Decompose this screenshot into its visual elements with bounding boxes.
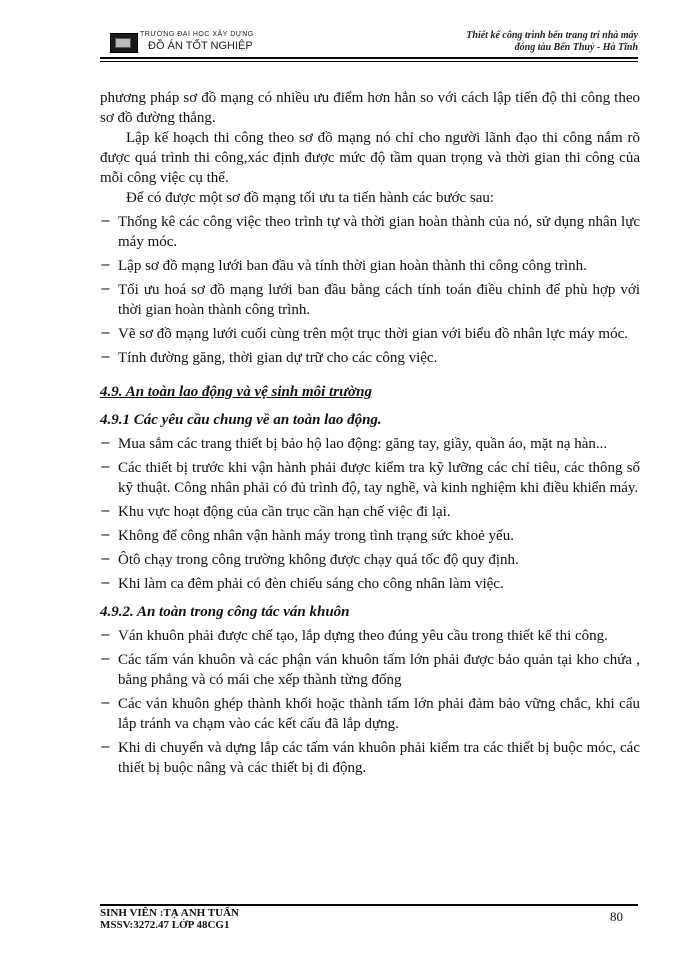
dash-bullet-icon: − (100, 696, 111, 711)
subsection-title-safety: 4.9.1 Các yêu cầu chung về an toàn lao động. (100, 412, 382, 428)
dash-bullet-icon: − (100, 504, 111, 519)
dash-bullet-icon: − (100, 552, 111, 567)
list-item: − Khi di chuyển và dựng lắp các tấm ván khuôn phải kiểm tra các thiết bị buộc móc, các thiết bị buộc nâng và các thiết bị di động. (100, 740, 640, 776)
paragraph-planning: Lập kế hoạch thi công theo sơ đồ mạng nó chỉ cho người lãnh đạo thi công nắm rõ được quá trình thi công,xác định được mức độ tầm quan trọng và thời gian thi công của mỗi công việc cụ thể. (100, 130, 640, 186)
list-item: − Các tấm ván khuôn và các phận ván khuôn tấm lớn phải được bảo quản tại kho chứa , bằng phẳng và có mái che xếp thành từng đống (100, 652, 640, 688)
paragraph-steps-intro: Để có được một sơ đồ mạng tối ưu ta tiến hành các bước sau: (126, 190, 495, 206)
student-id: MSSV:3272.47 LỚP 48CG1 (100, 919, 230, 931)
dash-bullet-icon: − (100, 214, 111, 229)
list-item: − Mua sắm các trang thiết bị bảo hộ lao động: găng tay, giầy, quần áo, mặt nạ hàn... (100, 436, 608, 452)
section-title: 4.9. An toàn lao động và vệ sinh môi trường (100, 384, 372, 400)
page-number: 80 (610, 909, 623, 924)
dash-bullet-icon: − (100, 628, 111, 643)
thesis-label: ĐỒ ÁN TỐT NGHIỆP (148, 40, 253, 52)
dash-bullet-icon: − (100, 740, 111, 755)
dash-bullet-icon: − (100, 350, 111, 365)
header-rule-thin (100, 61, 638, 62)
list-item: − Tối ưu hoá sơ đồ mạng lưới ban đầu bằng cách tính toán điều chỉnh để phù hợp với thời gian hoàn thành công trình. (100, 282, 640, 318)
list-item: − Tính đường găng, thời gian dự trữ cho các công việc. (100, 350, 438, 366)
list-item: − Khi làm ca đêm phải có đèn chiếu sáng cho công nhân làm việc. (100, 576, 504, 592)
subsection-title-formwork: 4.9.2. An toàn trong công tác ván khuôn (100, 604, 350, 620)
list-item: − Ván khuôn phải được chế tạo, lắp dựng theo đúng yêu cầu trong thiết kế thi công. (100, 628, 608, 644)
dash-bullet-icon: − (100, 576, 111, 591)
dash-bullet-icon: − (100, 282, 111, 297)
list-item: − Các ván khuôn ghép thành khối hoặc thành tấm lớn phải đảm bảo vững chắc, khi cẩu lắp tránh va chạm vào các kết cấu đã lắp dựng. (100, 696, 640, 732)
dash-bullet-icon: − (100, 652, 111, 667)
student-name: SINH VIÊN :TẠ ANH TUẤN (100, 907, 239, 919)
list-item: − Thống kê các công việc theo trình tự và thời gian hoàn thành của nó, sử dụng nhân lực máy móc. (100, 214, 640, 250)
page-header (100, 30, 638, 56)
list-item: − Không để công nhân vận hành máy trong tình trạng sức khoẻ yếu. (100, 528, 514, 544)
dash-bullet-icon: − (100, 460, 111, 475)
list-item: − Lập sơ đồ mạng lưới ban đầu và tính thời gian hoàn thành thi công công trình. (100, 258, 587, 274)
list-item: − Các thiết bị trước khi vận hành phải được kiểm tra kỹ lưỡng các chỉ tiêu, các thông số kỹ thuật. Công nhân phải có đủ trình độ, tay nghề, và kinh nghiệm khi điều khiển máy. (100, 460, 640, 496)
footer-rule (100, 904, 638, 906)
school-name: TRƯỜNG ĐẠI HỌC XÂY DỰNG (140, 31, 254, 38)
dash-bullet-icon: − (100, 326, 111, 341)
list-item: − Ôtô chạy trong công trường không được chạy quá tốc độ quy định. (100, 552, 519, 568)
dash-bullet-icon: − (100, 436, 111, 451)
header-rule (100, 57, 638, 59)
list-item: − Khu vực hoạt động của cần trục cần hạn chế việc đi lại. (100, 504, 451, 520)
project-title-line2: đóng tàu Bến Thuỷ - Hà Tĩnh (514, 42, 638, 53)
dash-bullet-icon: − (100, 528, 111, 543)
project-title-line1: Thiết kế công trình bến trang trí nhà máy (466, 30, 638, 41)
page-content (100, 88, 640, 778)
university-logo-icon (110, 33, 138, 53)
dash-bullet-icon: − (100, 258, 111, 273)
list-item: − Vẽ sơ đồ mạng lưới cuối cùng trên một trục thời gian với biểu đồ nhân lực máy móc. (100, 326, 628, 342)
paragraph-intro: phương pháp sơ đồ mạng có nhiều ưu điểm hơn hẳn so với cách lập tiến độ thi công theo sơ đồ đường thẳng. (100, 90, 640, 126)
